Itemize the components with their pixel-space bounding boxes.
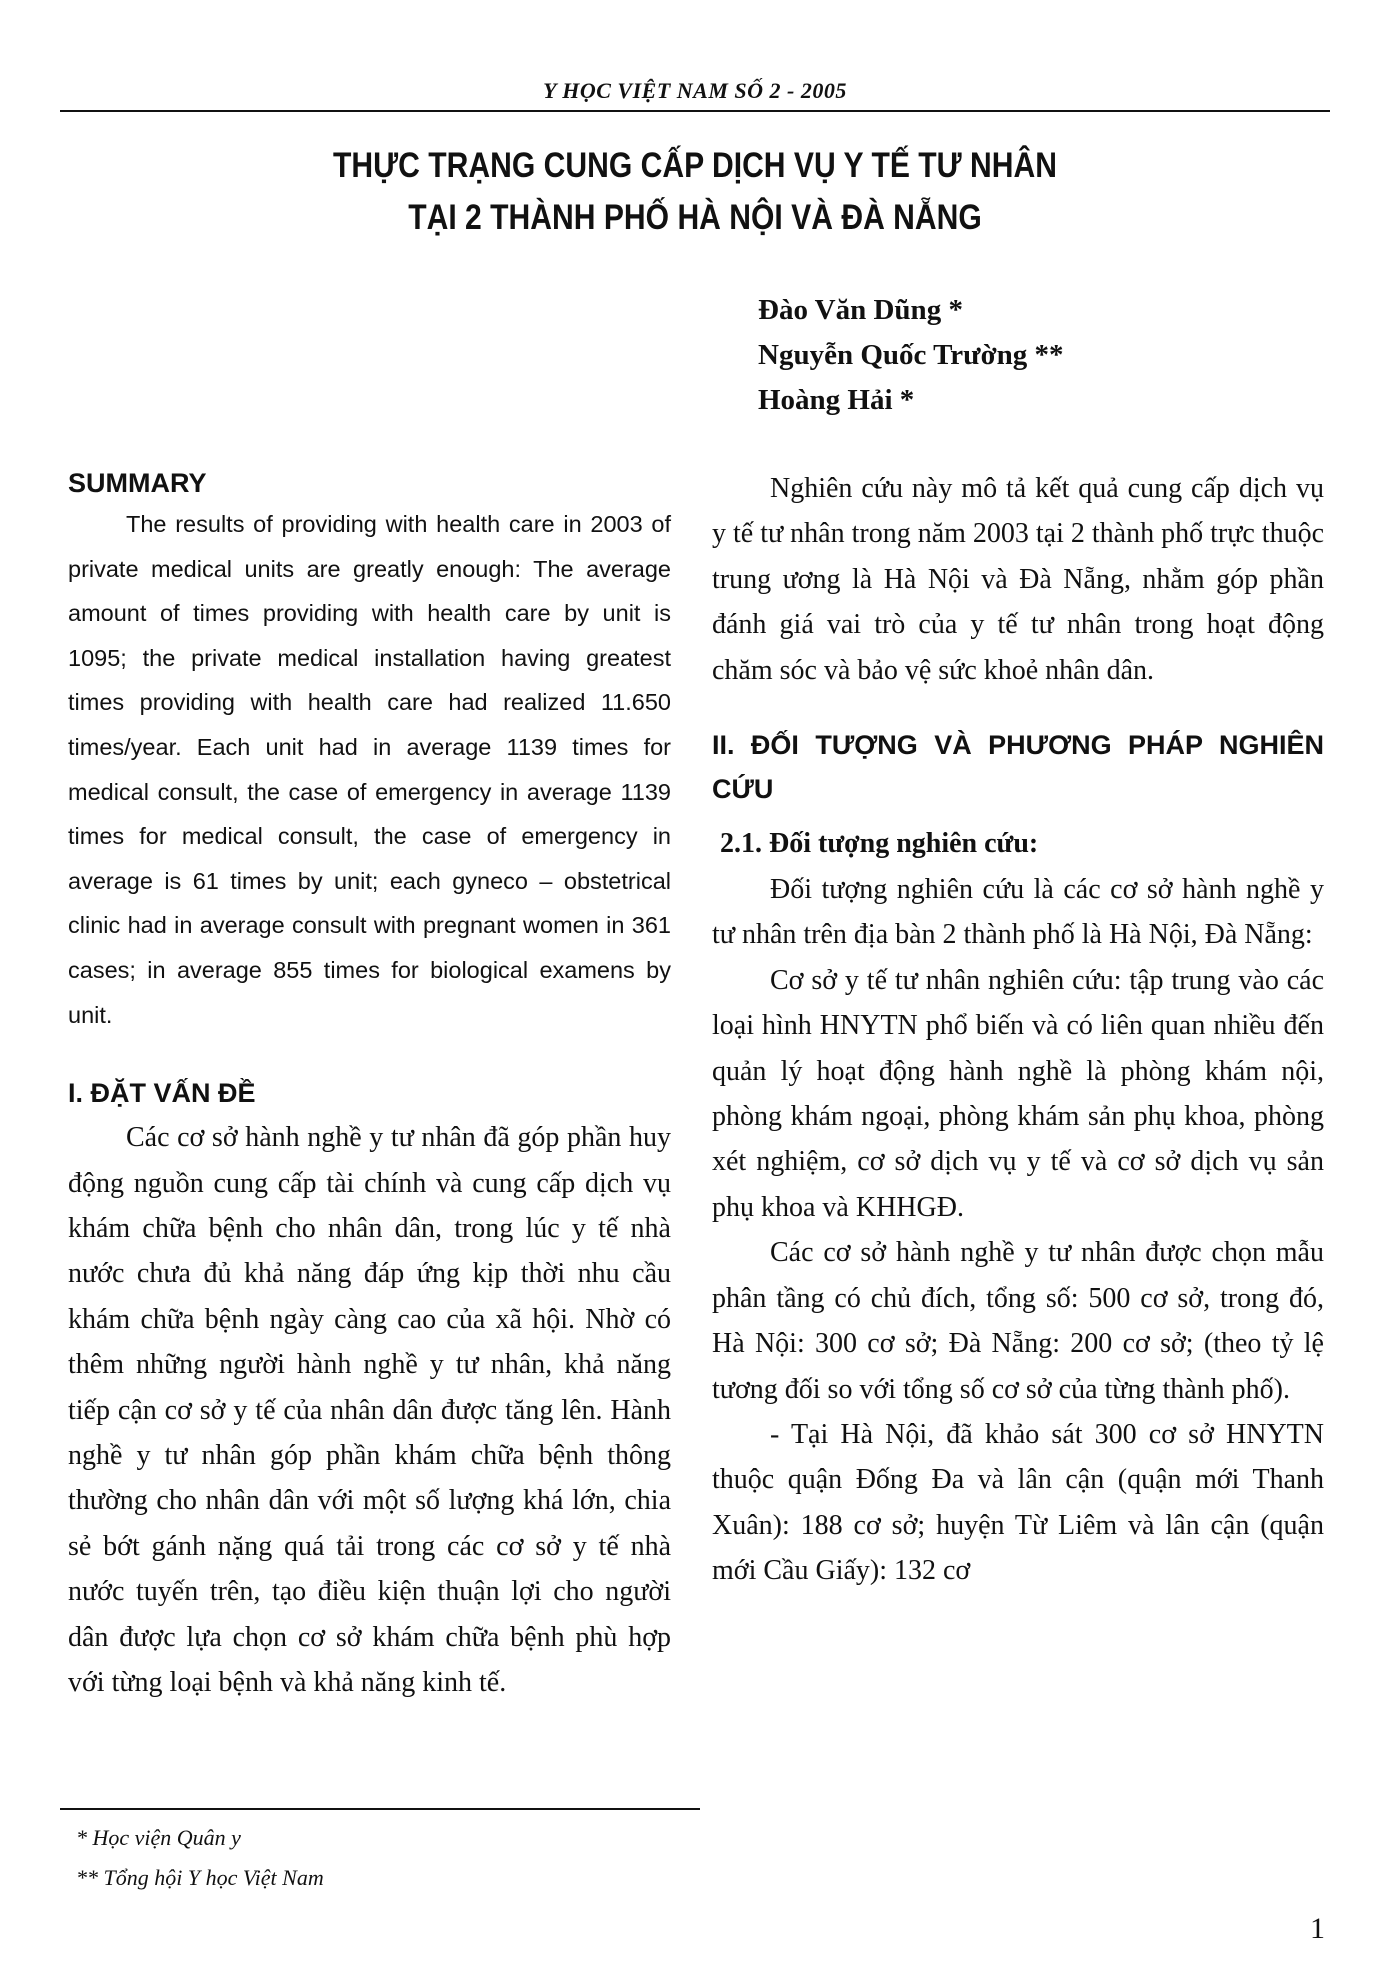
footnotes bbox=[76, 1818, 324, 1898]
article-title bbox=[149, 140, 1241, 244]
right-column bbox=[712, 464, 1324, 1594]
section-1-heading: I. ĐẶT VẤN ĐỀ bbox=[68, 1078, 256, 1109]
subsection-2-1-heading: 2.1. Đối tượng nghiên cứu: bbox=[720, 828, 1039, 860]
page-number: 1 bbox=[1310, 1912, 1325, 1945]
summary-body: The results of providing with health care in 2003 of private medical units are greatly enough: The average amount of times providing with health care by unit is 1095; the private medical installation having greatest times providing with health care had realized 11.650 times/year. Each unit had in average 1139 times for medical consult, the case of emergency in average 1139 times for medical consult, the case of emergency in average is 61 times by unit; each gyneco – obstetrical clinic had in average consult with pregnant women in 361 cases; in average 855 times for biological examens by unit. bbox=[68, 511, 671, 1028]
summary-heading: SUMMARY bbox=[68, 468, 207, 498]
author: Nguyễn Quốc Trường ** bbox=[758, 339, 1064, 371]
section-1-body: Các cơ sở hành nghề y tư nhân đã góp phần huy động nguồn cung cấp tài chính và cung cấp dịch vụ khám chữa bệnh cho nhân dân, trong lúc y tế nhà nước chưa đủ khả năng đáp ứng kịp thời nhu cầu khám chữa bệnh ngày càng cao của xã hội. Nhờ có thêm những người hành nghề y tư nhân, khả năng tiếp cận cơ sở y tế của nhân dân được tăng lên. Hành nghề y tư nhân góp phần khám chữa bệnh thông thường cho nhân dân với một số lượng khá lớn, chia sẻ bớt gánh nặng quá tải trong các cơ sở y tế nhà nước tuyến trên, tạo điều kiện thuận lợi cho người dân được lựa chọn cơ sở khám chữa bệnh phù hợp với từng loại bệnh và khả năng kinh tế. bbox=[68, 1122, 671, 1698]
section-2-paragraph: Cơ sở y tế tư nhân nghiên cứu: tập trung vào các loại hình HNYTN phổ biến và có liên quan nhiều đến quản lý hoạt động hành nghề là phòng khám nội, phòng khám ngoại, phòng khám sản phụ khoa, phòng xét nghiệm, cơ sở dịch vụ y tế và cơ sở dịch vụ sản phụ khoa và KHHGĐ. bbox=[712, 964, 1324, 1223]
author: Đào Văn Dũng * bbox=[758, 294, 963, 326]
footnote-rule bbox=[60, 1808, 700, 1810]
section-2-paragraph: - Tại Hà Nội, đã khảo sát 300 cơ sở HNYTN thuộc quận Đống Đa và lân cận (quận mới Thanh Xuân): 188 cơ sở; huyện Từ Liêm và lân cận (quận mới Cầu Giấy): 132 cơ bbox=[712, 1418, 1324, 1587]
section-2-paragraph: Các cơ sở hành nghề y tư nhân được chọn mẫu phân tầng có chủ đích, tổng số: 500 cơ sở, trong đó, Hà Nội: 300 cơ sở; Đà Nẵng: 200 cơ sở; (theo tỷ lệ tương đối so với tổng số cơ sở của từng thành phố). bbox=[712, 1237, 1324, 1405]
journal-header: Y HỌC VIỆT NAM SỐ 2 - 2005 bbox=[543, 78, 847, 103]
author-list bbox=[758, 288, 1064, 423]
author: Hoàng Hải * bbox=[758, 384, 915, 416]
footnote: ** Tổng hội Y học Việt Nam bbox=[76, 1865, 324, 1890]
section-2-heading: II. ĐỐI TƯỢNG VÀ PHƯƠNG PHÁP NGHIÊN CỨU bbox=[712, 730, 1324, 805]
title-line-2: TẠI 2 THÀNH PHỐ HÀ NỘI VÀ ĐÀ NẴNG bbox=[408, 198, 982, 237]
left-column bbox=[68, 464, 671, 1705]
header-rule bbox=[60, 110, 1330, 112]
title-line-1: THỰC TRẠNG CUNG CẤP DỊCH VỤ Y TẾ TƯ NHÂN bbox=[333, 146, 1057, 185]
footnote: * Học viện Quân y bbox=[76, 1825, 241, 1850]
intro-paragraph: Nghiên cứu này mô tả kết quả cung cấp dịch vụ y tế tư nhân trong năm 2003 tại 2 thành phố trực thuộc trung ương là Hà Nội và Đà Nẵng, nhằm góp phần đánh giá vai trò của y tế tư nhân trong hoạt động chăm sóc và bảo vệ sức khoẻ nhân dân. bbox=[712, 473, 1325, 686]
section-2-paragraph: Đối tượng nghiên cứu là các cơ sở hành nghề y tư nhân trên địa bàn 2 thành phố là Hà Nội, Đà Nẵng: bbox=[712, 874, 1324, 951]
